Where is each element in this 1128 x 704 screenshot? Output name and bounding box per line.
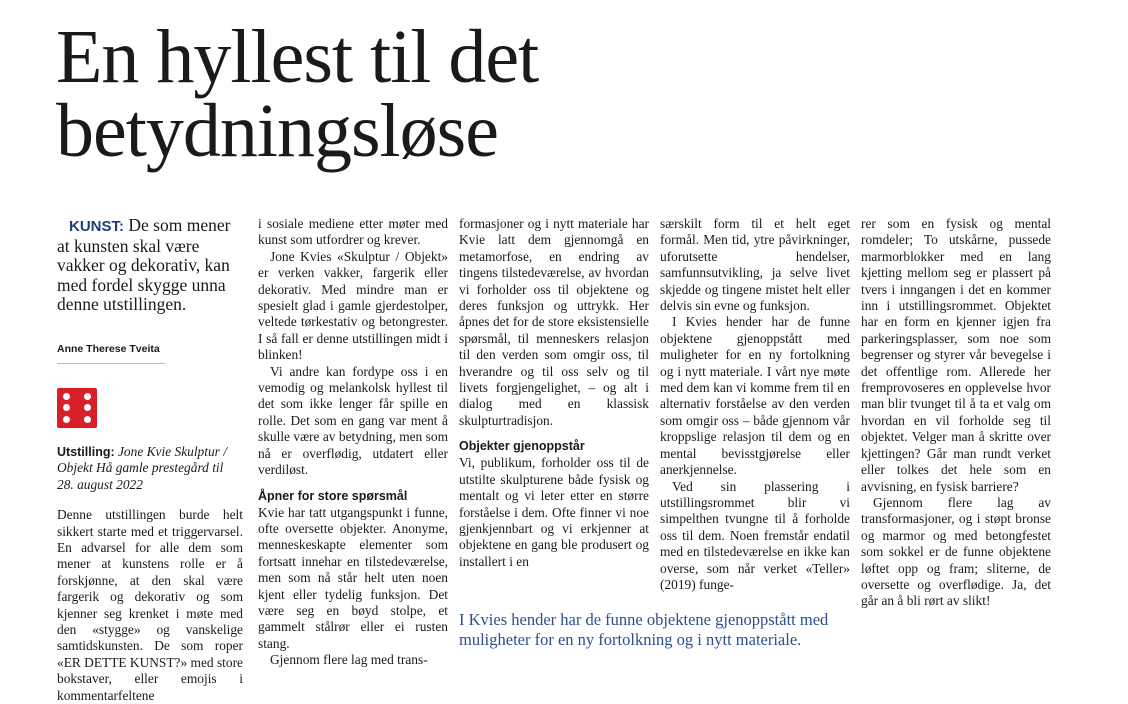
exhibition-details: Jone Kvie Skulptur / Objekt Hå gamle prestegård til 28. august 2022 [57,443,227,492]
column-1 [57,216,243,704]
byline: Anne Therese Tveita [57,341,165,364]
body-paragraph: I Kvies hender har de funne objektene gjenoppstått med muligheter for en ny fortolkning og i nytt materiale. I vårt nye møte med dem kan vi komme frem til en alternativ forståelse av den verden som omgir oss – både gjennom vår kroppslige relasjon til dem og en mental bevisstgjørelse eller anerkjennelse. [660,314,850,478]
column-4 [660,216,850,593]
body-paragraph: Gjennom flere lag av transformasjoner, og i støpt bronse og marmor og med betongfestet som sokkel er de funne objektene løftet opp og fram; sliterne, de oversette og overflødige. Ja, det går an å bli rørt av slikt! [861,494,1051,609]
body-paragraph: Vi andre kan fordype oss i en vemodig og melankolsk hyllest til det som ikke lenger får spille en rolle. Det som en gang var ment å skulle være av betydning, men som nå er overflødig, utdatert eller verdiløst. [258,363,448,478]
body-paragraph: formasjoner og i nytt materiale har Kvie latt dem gjennomgå en metamorfose, en endring av tingens tilstedeværelse, av hvordan vi forholder oss til objektene og deres funksjon og uttrykk. Her åpnes det for de store eksistensielle spørsmål, til menneskers relasjon til den verden som omgir oss, til hverandre og til oss selv og til livets forgjengelighet, – og alt i dialog med en klassisk skulpturtradisjon. [459,216,649,428]
lead-paragraph [57,216,243,315]
body-paragraph: i sosiale mediene etter møter med kunst som utfordrer og krever. [258,216,448,248]
headline-line-1: En hyllest til det [56,15,539,99]
column-5 [861,216,1051,610]
subheading: Åpner for store spørsmål [258,488,408,503]
body-paragraph: Kvie har tatt utgangspunkt i funne, ofte oversette objekter. Anonyme, menneskeskapte elementer som fortsatt innehar en tilstedeværelse, men som nå står helt uten noen kjent eller tydelig funksjon. Det være seg en bøyd stolpe, et gammelt stålrør eller ei rusten stang. [258,504,448,651]
article-headline [56,15,539,173]
body-paragraph: Gjennom flere lag med trans- [270,652,428,668]
body-paragraph: rer som en fysisk og mental romdeler; To utskårne, pussede marmorblokker med en lang kjetting mellom seg er plassert på tvers i inngangen i det en kommer inn i utstillingsrommet. Objektet har en form en kjenner igjen fra parkeringsplasser, som noe som begrenser og styrer vår bevegelse i det offentlige rom. Allerede her fremprovoseres en opplevelse hvor man blir tvunget til å ta et valg om hvordan en vil forholde seg til objektet. Velger man å skritte over kjettingen? Går man rundt verket eller tolkes det hele som en avvisning, en fysisk barriere? [861,216,1051,494]
column-2 [258,216,448,669]
exhibition-info [57,444,243,493]
body-paragraph: Jone Kvies «Skulptur / Objekt» er verken vakker, fargerik eller dekorativ. Med mindre man er spesielt glad i gamle gjerdestolper, veltede tørkestativ og betongrester. I så fall er denne utstillingen midt i blinken! [258,248,448,363]
body-paragraph: Ved sin plassering i utstillingsrommet blir vi simpelthen tvungne til å forholde oss til dem. Noen fremstår endatil med en tilstedeværelse en ikke kan overse, som når verket «Teller» (2019) funge- [660,478,850,592]
subheading: Objekter gjenoppstår [459,439,585,454]
body-paragraph: særskilt form til et helt eget formål. Men tid, ytre påvirkninger, uforutsette hendelser, samfunnsutvikling, ja selve livet skjedde og tingene mistet helt eller delvis sin evne og funksjon. [660,216,850,314]
column-3 [459,216,649,570]
lead-text: De som mener at kunsten skal være vakker og dekorativ, kan med fordel skygge unna denne utstillingen. [57,215,231,314]
exhibition-label: Utstilling: [57,444,115,459]
pull-quote: I Kvies hender har de funne objektene gjenoppstått med muligheter for en ny fortolkning og i nytt materiale. [459,610,829,649]
headline-line-2: betydningsløse [56,89,498,173]
die-six-icon [57,388,97,428]
body-paragraph: Denne utstillingen burde helt sikkert starte med et triggervarsel. En advarsel for alle dem som mener at kunstens rolle er å forskjønne, at den skal være fargerik og dekorativ og som kjenner seg krenket i møte med den «stygge» og vanskelige samtidskunsten. De som roper «ER DETTE KUNST?» med store bokstaver, eller emojis i kommentarfeltene [57,507,243,703]
kicker: KUNST: [69,218,124,235]
body-paragraph: Vi, publikum, forholder oss til de utstilte skulpturene både fysisk og mentalt og vi leter etter en større forståelse i dem. Ofte finner vi noe gjenkjennbart og vi erkjenner at objektene en gang ble produsert og installert i en [459,455,649,569]
